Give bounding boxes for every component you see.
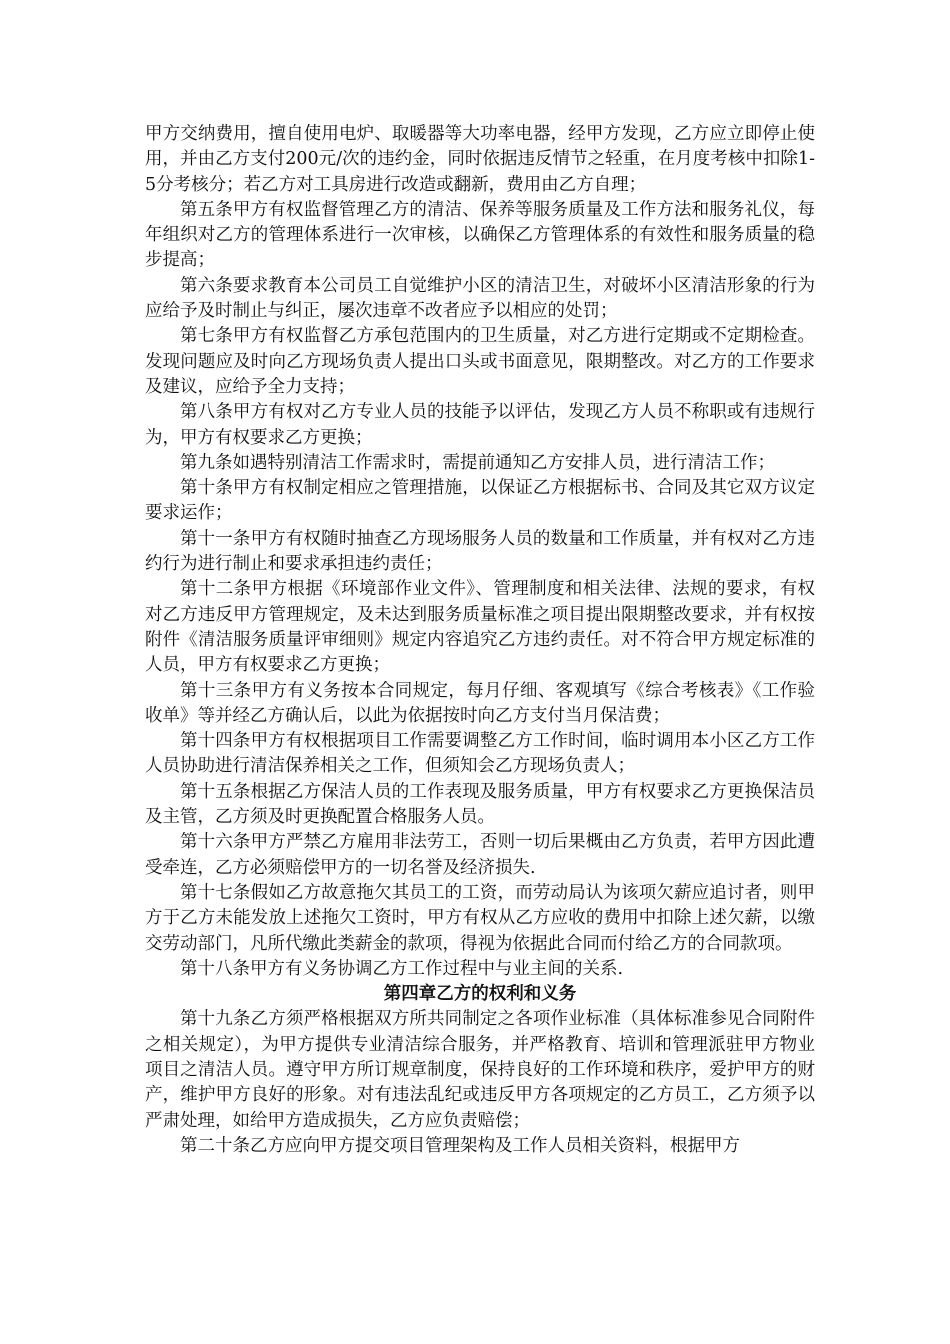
paragraph-continuation: 甲方交纳费用，擅自使用电炉、取暖器等大功率电器，经甲方发现，乙方应立即停止使用，并由乙方支付200元/次的违约金，同时依据违反情节之轻重，在月度考核中扣除1-5分考核分；若乙方对工具房进行改造或翻新，费用由乙方自理； [145,124,815,195]
article-12: 第十二条甲方根据《环境部作业文件》、管理制度和相关法律、法规的要求，有权对乙方违反甲方管理规定，及未达到服务质量标准之项目提出限期整改要求，并有权按附件《清洁服务质量评审细则》规定内容追究乙方违约责任。对不符合甲方规定标准的人员，甲方有权要求乙方更换； [145,579,815,676]
article-7: 第七条甲方有权监督乙方承包范围内的卫生质量，对乙方进行定期或不定期检查。发现问题应及时向乙方现场负责人提出口头或书面意见，限期整改。对乙方的工作要求及建议，应给予全力支持； [145,326,815,397]
article-11: 第十一条甲方有权随时抽查乙方现场服务人员的数量和工作质量，并有权对乙方违约行为进行制止和要求承担违约责任； [145,528,815,575]
article-6: 第六条要求教育本公司员工自觉维护小区的清洁卫生，对破坏小区清洁形象的行为应给予及时制止与纠正，屡次违章不改者应予以相应的处罚； [145,275,815,322]
article-9: 第九条如遇特别清洁工作需求时，需提前通知乙方安排人员，进行清洁工作； [180,452,775,473]
chapter-heading: 第四章乙方的权利和义务 [383,984,577,1005]
article-15: 第十五条根据乙方保洁人员的工作表现及服务质量，甲方有权要求乙方更换保洁员及主管，乙方须及时更换配置合格服务人员。 [145,781,815,828]
article-18: 第十八条甲方有义务协调乙方工作过程中与业主间的关系. [180,958,624,979]
article-16: 第十六条甲方严禁乙方雇用非法劳工，否则一切后果概由乙方负责，若甲方因此遭受牵连，乙方必须赔偿甲方的一切名誉及经济损失. [145,832,815,878]
article-8: 第八条甲方有权对乙方专业人员的技能予以评估，发现乙方人员不称职或有违规行为，甲方有权要求乙方更换； [145,402,815,448]
article-10: 第十条甲方有权制定相应之管理措施，以保证乙方根据标书、合同及其它双方议定要求运作； [145,478,815,524]
article-20: 第二十条乙方应向甲方提交项目管理架构及工作人员相关资料，根据甲方 [180,1135,740,1156]
article-19: 第十九条乙方须严格根据双方所共同制定之各项作业标准（具体标准参见合同附件之相关规定），为甲方提供专业清洁综合服务，并严格教育、培训和管理派驻甲方物业项目之清洁人员。遵守甲方所订规章制度，保持良好的工作环境和秩序，爱护甲方的财产，维护甲方良好的形象。对有违法乱纪或违反甲方各项规定的乙方员工，乙方须予以严肃处理，如给甲方造成损失，乙方应负责赔偿； [145,1009,815,1131]
article-17: 第十七条假如乙方故意拖欠其员工的工资，而劳动局认为该项欠薪应追讨者，则甲方于乙方未能发放上述拖欠工资时，甲方有权从乙方应收的费用中扣除上述欠薪，以缴交劳动部门，凡所代缴此类薪金的款项，得视为依据此合同而付给乙方的合同款项。 [145,882,815,954]
document-page [145,122,815,1159]
article-5: 第五条甲方有权监督管理乙方的清洁、保养等服务质量及工作方法和服务礼仪，每年组织对乙方的管理体系进行一次审核，以确保乙方管理体系的有效性和服务质量的稳步提高； [145,199,815,271]
article-13: 第十三条甲方有义务按本合同规定，每月仔细、客观填写《综合考核表》《工作验收单》等并经乙方确认后，以此为依据按时向乙方支付当月保洁费； [145,680,815,726]
article-14: 第十四条甲方有权根据项目工作需要调整乙方工作时间，临时调用本小区乙方工作人员协助进行清洁保养相关之工作，但须知会乙方现场负责人； [145,731,815,777]
